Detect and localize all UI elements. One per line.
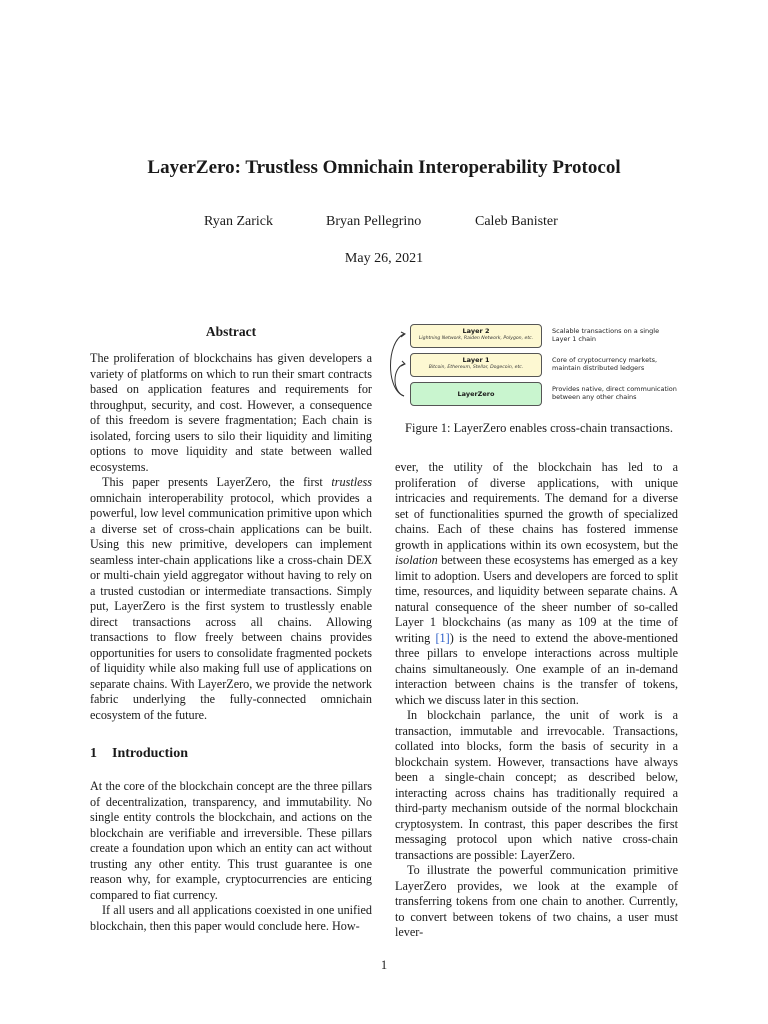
author-2: Bryan Pellegrino xyxy=(326,214,422,229)
emphasis-trustless: trustless xyxy=(331,475,372,489)
emphasis-isolation: isolation xyxy=(395,553,438,567)
right-paragraph-2: In blockchain parlance, the unit of work is a transaction, immutable and irrevocable. Transactions, collated into blocks, form the basis of security in a blockchain system. However, transactions have always been a single-chain concept; as described below, interacting across chains has traditionally required a third-party mechanism outside of the normal blockchain cryptosystem. In contrast, this paper describes the first messaging protocol upon which native cross-chain transactions are possible: LayerZero. xyxy=(395,708,678,862)
intro-body xyxy=(90,779,372,934)
layer2-description: Scalable transactions on a single Layer 1 chain xyxy=(552,327,660,343)
layerzero-description: Provides native, direct communication between any other chains xyxy=(552,385,677,401)
intro-paragraph-1: At the core of the blockchain concept are the three pillars of decentralization, transparency, and immutability. No single entity controls the blockchain, and actions on the blockchain are verifiable and irreversible. These pillars create a foundation upon which an entity can act without trusting any other entity. This trust guarantee is one reason why, for example, cryptocurrencies are enticing compared to fiat currency. xyxy=(90,779,372,902)
abstract-heading: Abstract xyxy=(205,324,257,339)
figure-1-caption: Figure 1: LayerZero enables cross-chain transactions. xyxy=(405,421,673,435)
figure-1-diagram xyxy=(400,322,690,412)
intro-paragraph-2: If all users and all applications coexisted in one unified blockchain, then this paper would conclude here. How- xyxy=(90,903,372,933)
paper-title: LayerZero: Trustless Omnichain Interoperability Protocol xyxy=(147,157,621,178)
layer1-box: Layer 1 Bitcoin, Ethereum, Stellar, Dogecoin, etc. xyxy=(410,353,542,377)
right-paragraph-3: To illustrate the powerful communication primitive LayerZero provides, we look at the example of transferring tokens from one chain to another. Currently, to convert between tokens of two chains, a user must lever- xyxy=(395,863,678,939)
arrows-icon xyxy=(390,322,410,412)
citation-link[interactable]: [1] xyxy=(435,630,450,645)
abstract-paragraph-1: The proliferation of blockchains has given developers a variety of platforms on which to run their smart contracts based on application features and requirements for throughput, security, and cost. However, a consequence of this freedom is severe fragmentation; Each chain is isolated, forcing users to silo their liquidity and limiting options to move liquidity and state between walled ecosystems. xyxy=(90,351,372,474)
author-1: Ryan Zarick xyxy=(204,214,274,229)
paper-date: May 26, 2021 xyxy=(344,251,424,266)
right-column-body xyxy=(395,460,678,941)
layer2-box: Layer 2 Lightning Network, Raiden Network, Polygon, etc. xyxy=(410,324,542,348)
layerzero-box: LayerZero xyxy=(410,382,542,406)
abstract-paragraph-2: This paper presents LayerZero, the first trustless omnichain interoperability protocol, which provides a powerful, low level communication primitive upon which a diverse set of cross-chain applications can be built. Using this new primitive, developers can implement seamless inter-chain applications like a cross-chain DEX or multi-chain yield aggregator without having to rely on a trusted custodian or intermediate transactions. Simply put, LayerZero is the first system to trustlessly enable direct transactions across all chains. Allowing transactions to flow freely between chains provides opportunities for users to consolidate fragmented pockets of liquidity while also making full use of applications on separate chains. With LayerZero, we provide the network fabric underlying the fully-connected omnichain ecosystem of the future. xyxy=(90,475,372,722)
right-paragraph-1: ever, the utility of the blockchain has led to a proliferation of diverse applications, with unique intricacies and requirements. The demand for a diverse set of functionalities spurned the growth of specialized chains. Each of these chains has fostered immense growth in applications within its own ecosystem, but the isolation between these ecosystems has emerged as a key limit to adoption. Users and developers are forced to split time, resources, and liquidity between separate chains. A natural consequence of the sheer number of so-called Layer 1 blockchains (as many as 109 at the time of writing [1]) is the need to extend the above-mentioned three pillars to envelope interactions across multiple chains simultaneously. One example of an in-demand interaction between chains is the transfer of tokens, which we discuss later in this section. xyxy=(395,460,678,707)
layer1-description: Core of cryptocurrency markets, maintain distributed ledgers xyxy=(552,356,658,372)
section-heading-introduction: 1 Introduction xyxy=(90,746,188,761)
abstract-body xyxy=(90,351,372,723)
author-3: Caleb Banister xyxy=(475,214,558,229)
page-number: 1 xyxy=(380,958,388,972)
